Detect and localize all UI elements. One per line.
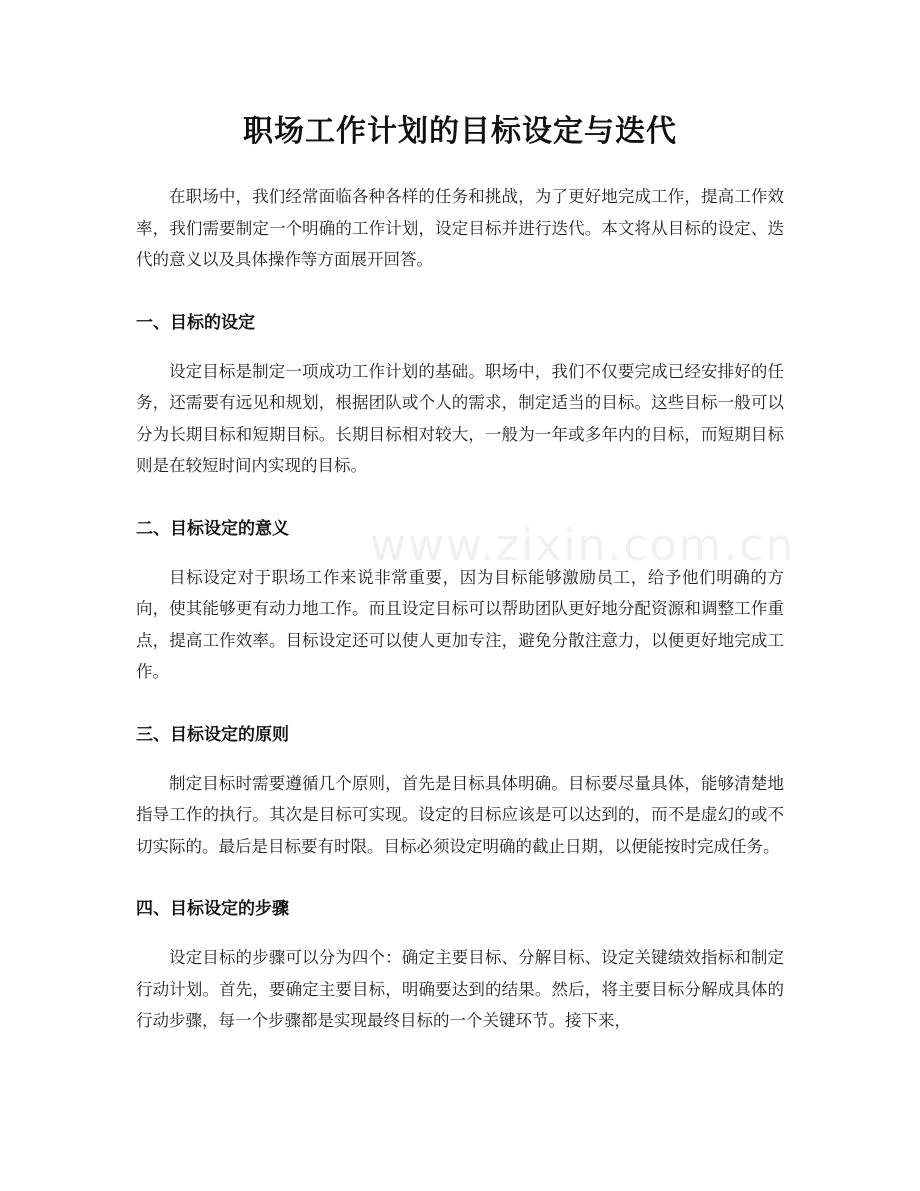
section-body-2: 目标设定对于职场工作来说非常重要，因为目标能够激励员工，给予他们明确的方向，使其能够更有动力地工作。而且设定目标可以帮助团队更好地分配资源和调整工作重点，提高工作效率。目标设定还可以使人更加专注，避免分散注意力，以便更好地完成工作。: [136, 567, 784, 681]
document-title: 职场工作计划的目标设定与迭代: [243, 114, 677, 149]
section-heading-3: 三、目标设定的原则: [136, 724, 289, 745]
section-heading-1: 一、目标的设定: [136, 312, 255, 333]
section-body-3: 制定目标时需要遵循几个原则，首先是目标具体明确。目标要尽量具体，能够清楚地指导工作的执行。其次是目标可实现。设定的目标应该是可以达到的，而不是虚幻的或不切实际的。最后是目标要有时限。目标必须设定明确的截止日期，以便能按时完成任务。: [136, 773, 784, 856]
section-heading-2: 二、目标设定的意义: [136, 518, 289, 539]
intro-paragraph: 在职场中，我们经常面临各种各样的任务和挑战，为了更好地完成工作，提高工作效率，我们需要制定一个明确的工作计划，设定目标并进行迭代。本文将从目标的设定、迭代的意义以及具体操作等方面展开回答。: [136, 187, 784, 269]
section-body-1: 设定目标是制定一项成功工作计划的基础。职场中，我们不仅要完成已经安排好的任务，还需要有远见和规划，根据团队或个人的需求，制定适当的目标。这些目标一般可以分为长期目标和短期目标。长期目标相对较大，一般为一年或多年内的目标，而短期目标则是在较短时间内实现的目标。: [136, 361, 784, 475]
section-body-4: 设定目标的步骤可以分为四个：确定主要目标、分解目标、设定关键绩效指标和制定行动计划。首先，要确定主要目标，明确要达到的结果。然后，将主要目标分解成具体的行动步骤，每一个步骤都是实现最终目标的一个关键环节。接下来，: [136, 948, 784, 1030]
section-heading-4: 四、目标设定的步骤: [136, 899, 289, 919]
watermark-text: www.zixin.com.cn: [370, 520, 796, 571]
